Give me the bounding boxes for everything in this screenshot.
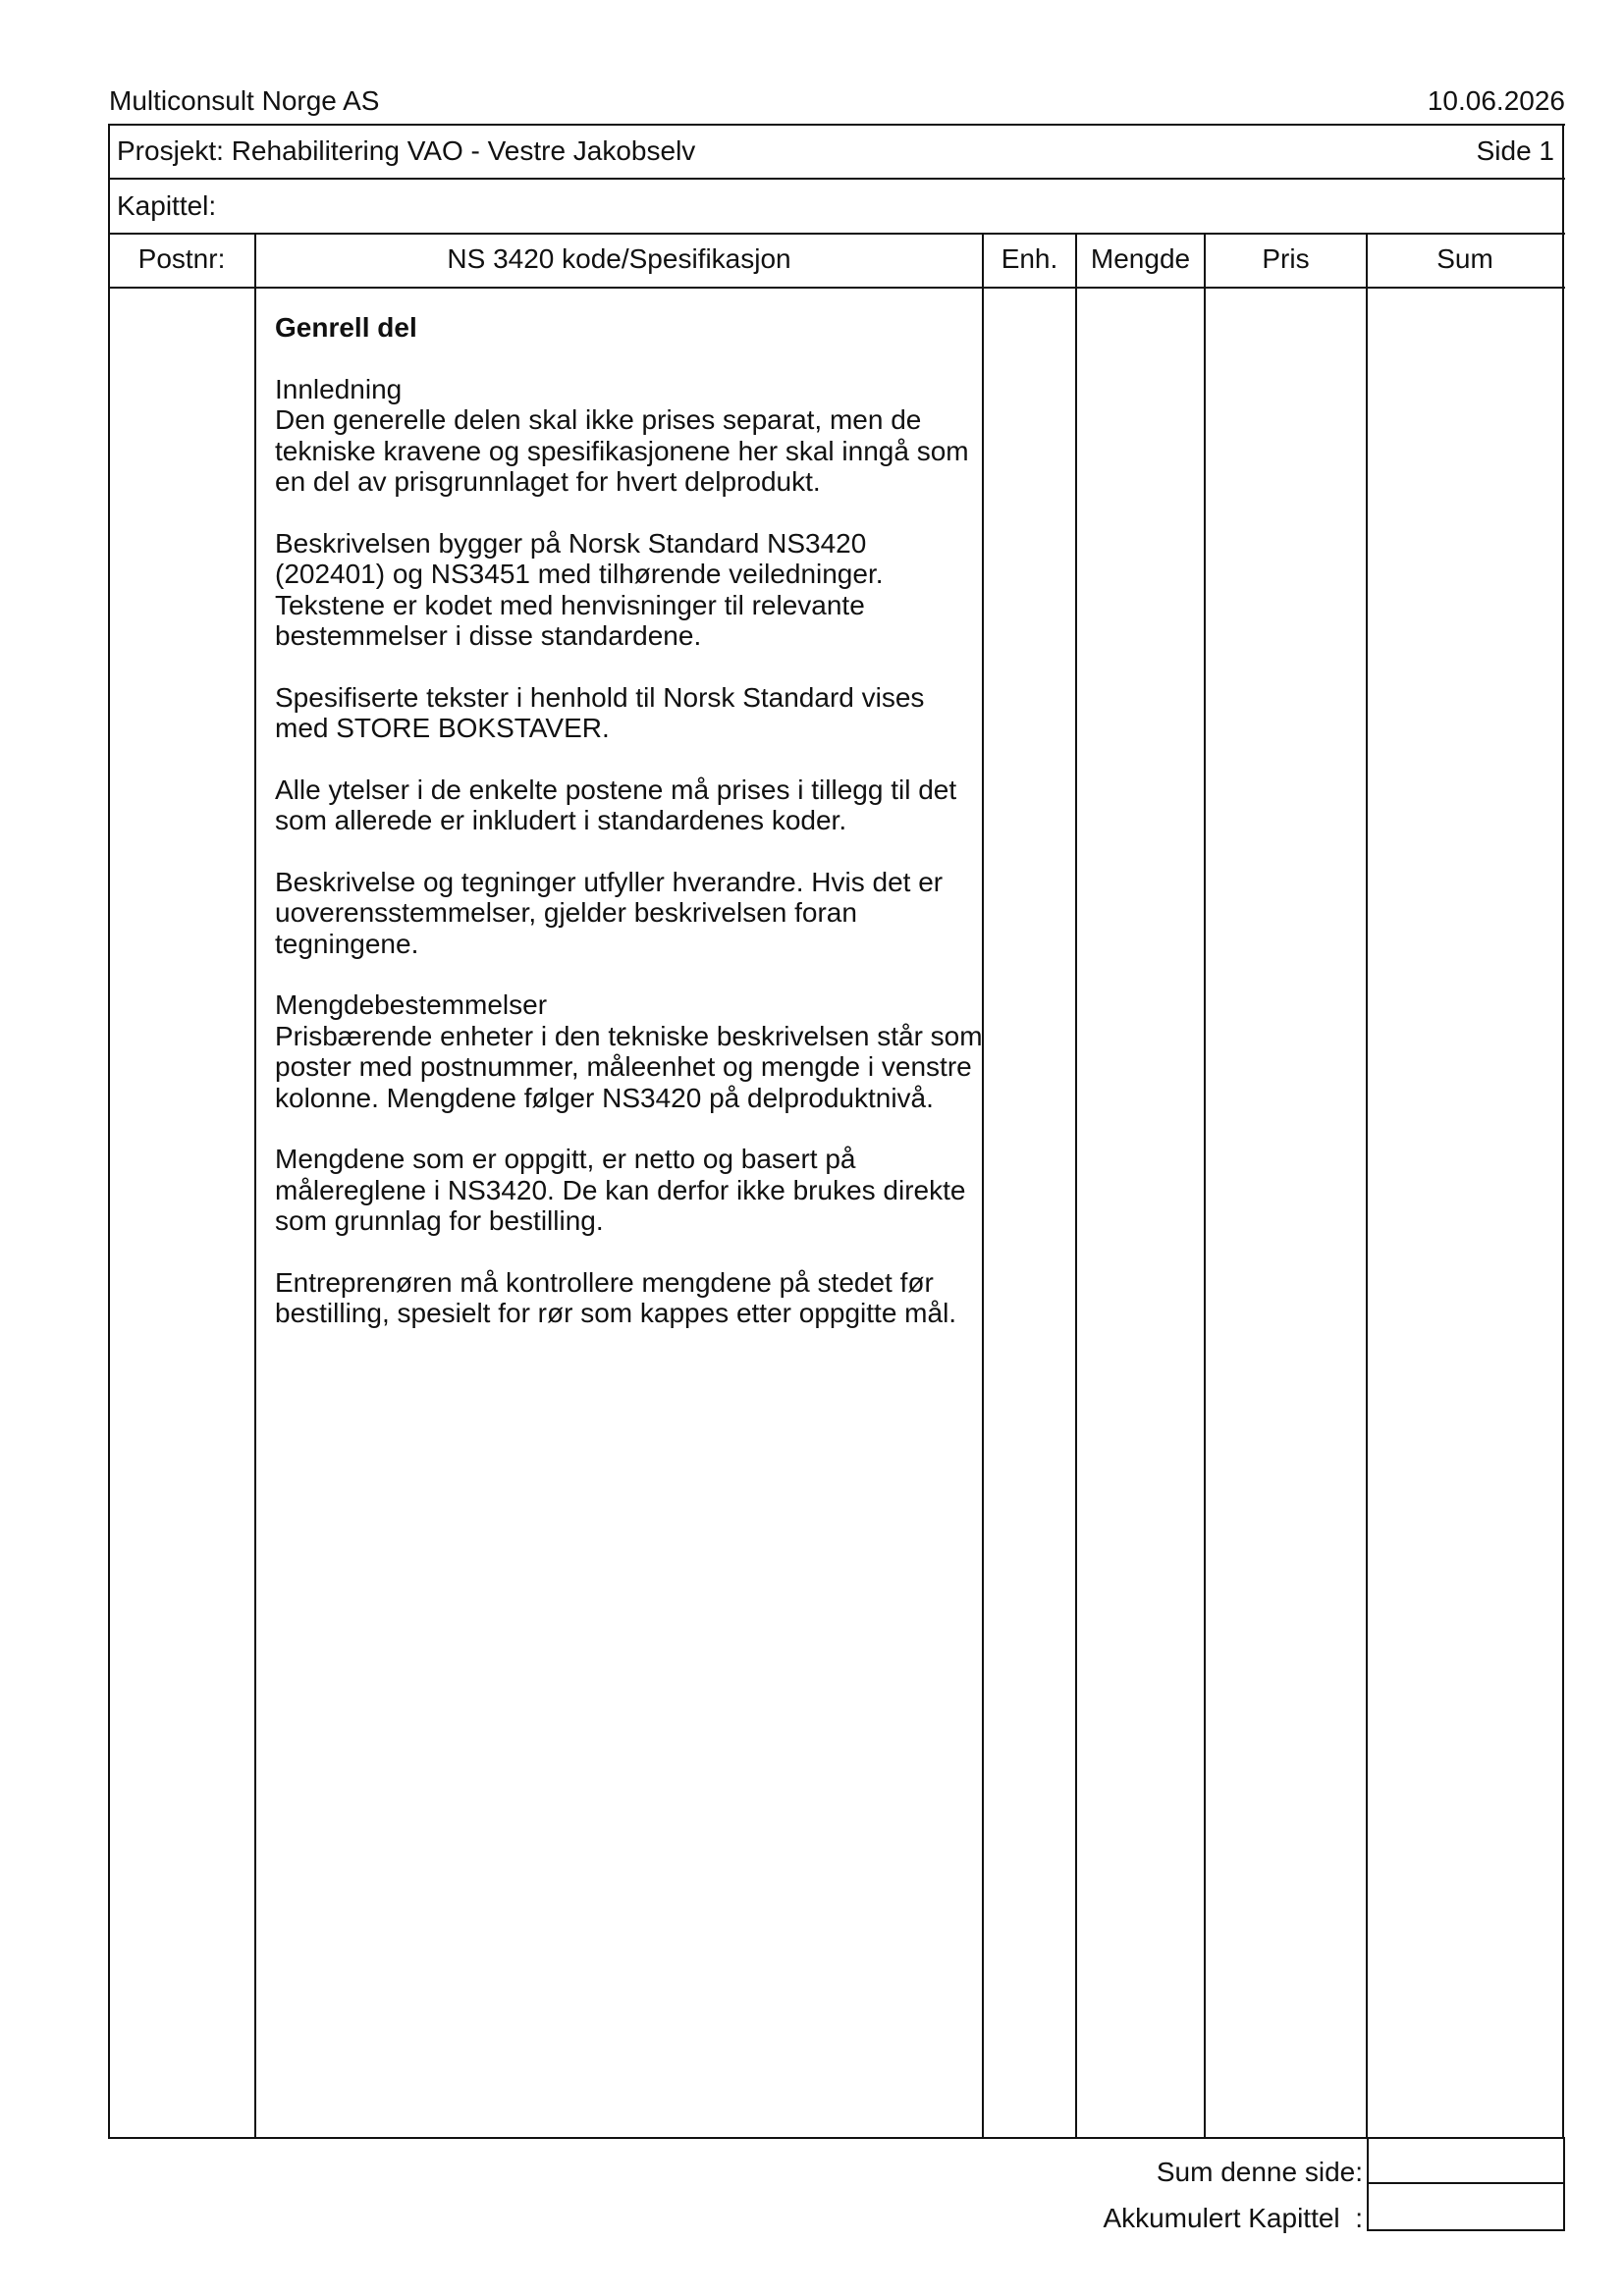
table-bottom-line <box>109 2137 1565 2139</box>
paragraph-drawings: Beskrivelse og tegninger utfyller hverandre. Hvis det er uoverensstemmelser, gjelder beskrivelsen foran tegningene. <box>275 866 944 959</box>
frame-right-line <box>1562 124 1564 2139</box>
column-header-bottom-line <box>109 287 1565 289</box>
accumulated-chapter-box <box>1367 2184 1565 2231</box>
frame-top-line <box>109 124 1565 126</box>
paragraph-quantity-rules: Mengdebestemmelser Prisbærende enheter i den tekniske beskrivelsen står som poster med postnummer, måleenhet og mengde i venstre kolonne. Mengdene følger NS3420 på delproduktnivå. <box>275 989 983 1113</box>
project-row-bottom-line <box>109 178 1565 180</box>
section-heading: Genrell del <box>275 312 417 343</box>
project-title: Prosjekt: Rehabilitering VAO - Vestre Jakobselv <box>117 135 696 166</box>
col-divider-postnr <box>254 233 256 2139</box>
company-name: Multiconsult Norge AS <box>109 85 380 116</box>
column-header-price: Pris <box>1262 243 1310 274</box>
page-number: Side 1 <box>1476 135 1554 166</box>
specification-text <box>275 312 987 1360</box>
paragraph-additional-services: Alle ytelser i de enkelte postene må prises i tillegg til det som allerede er inkludert i standardenes koder. <box>275 774 957 835</box>
sum-page-box <box>1367 2137 1565 2184</box>
column-header-quantity: Mengde <box>1090 243 1191 274</box>
accumulated-chapter-label: Akkumulert Kapittel : <box>1103 2203 1363 2233</box>
paragraph-standards: Beskrivelsen bygger på Norsk Standard NS3420 (202401) og NS3451 med tilhørende veiledninger. Tekstene er kodet med henvisninger til relevante bestemmelser i disse standardene. <box>275 527 884 651</box>
column-header-postnr: Postnr: <box>137 243 226 274</box>
col-divider-quantity <box>1204 233 1206 2139</box>
sum-page-label: Sum denne side: <box>1156 2157 1363 2187</box>
col-divider-unit <box>1075 233 1077 2139</box>
paragraph-introduction: Innledning Den generelle delen skal ikke prises separat, men de tekniske kravene og spesifikasjonene her skal inngå som en del av prisgrunnlaget for hvert delprodukt. <box>275 373 969 497</box>
column-header-unit: Enh. <box>1001 243 1058 274</box>
document-date: 10.06.2026 <box>1427 85 1565 116</box>
paragraph-net-quantities: Mengdene som er oppgitt, er netto og basert på målereglene i NS3420. De kan derfor ikke brukes direkte som grunnlag for bestilling. <box>275 1144 966 1236</box>
chapter-row-bottom-line <box>109 233 1565 235</box>
paragraph-contractor-check: Entreprenøren må kontrollere mengdene på stedet før bestilling, spesielt for rør som kappes etter oppgitte mål. <box>275 1266 957 1328</box>
column-header-sum: Sum <box>1436 243 1493 274</box>
column-header-spec: NS 3420 kode/Spesifikasjon <box>447 243 791 274</box>
frame-left-line <box>108 124 110 2139</box>
col-divider-price <box>1366 233 1368 2139</box>
paragraph-uppercase-text: Spesifiserte tekster i henhold til Norsk Standard vises med STORE BOKSTAVER. <box>275 681 925 743</box>
chapter-label: Kapittel: <box>117 190 217 221</box>
